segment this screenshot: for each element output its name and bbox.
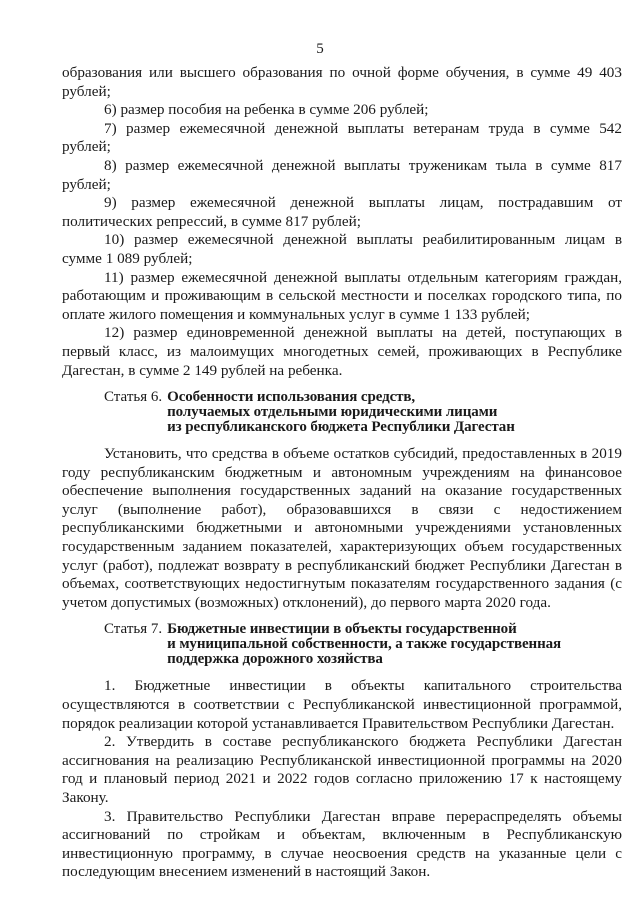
article-title	[167, 390, 515, 435]
article-label: Статья 6.	[104, 389, 163, 406]
article-6-heading	[62, 390, 622, 435]
list-item: 7) размер ежемесячной денежной выплаты ветеранам труда в сумме 542 рублей;	[62, 119, 622, 156]
article-title	[167, 622, 561, 667]
list-item: 12) размер единовременной денежной выплаты на детей, поступающих в первый класс, из малоимущих многодетных семей, проживающих в Республике Дагестан, в сумме 2 149 рублей на ребенка.	[62, 324, 622, 379]
article-title-line: получаемых отдельными юридическими лицами	[167, 404, 498, 421]
article-title-line: поддержка дорожного хозяйства	[167, 651, 383, 668]
article-7-paragraph: 3. Правительство Республики Дагестан вправе перераспределять объемы ассигнований по стройкам и объектам, включенным в Республиканскую инвестиционную программу, в случае неосвоения средств на указанные цели с последующим внесением изменений в настоящий Закон.	[62, 807, 622, 881]
article-7-paragraph: 2. Утвердить в составе республиканского бюджета Республики Дагестан ассигнования на реализацию Республиканской инвестиционной программы на 2020 год и плановый период 2021 и 2022 годов согласно приложению 17 к настоящему Закону.	[62, 733, 622, 806]
article-7-paragraph: 1. Бюджетные инвестиции в объекты капитального строительства осуществляются в соответствии с Республиканской инвестиционной программой, порядок реализации которой устанавливается Правительством Республики Дагестан.	[62, 677, 622, 732]
page-number: 5	[316, 41, 324, 57]
list-item: 11) размер ежемесячной денежной выплаты отдельным категориям граждан, работающим и проживающим в сельской местности и поселках городского типа, по оплате жилого помещения и коммунальных услуг в сумме 1 133 рублей;	[62, 268, 622, 323]
list-item: 6) размер пособия на ребенка в сумме 206 рублей;	[104, 101, 429, 119]
article-title-line: Особенности использования средств,	[167, 389, 416, 406]
document-body	[62, 64, 622, 882]
paragraph-continuation: образования или высшего образования по очной форме обучения, в сумме 49 403 рублей;	[62, 64, 622, 100]
list-item: 10) размер ежемесячной денежной выплаты реабилитированным лицам в сумме 1 089 рублей;	[62, 231, 622, 267]
article-7-heading	[62, 622, 622, 667]
list-item: 9) размер ежемесячной денежной выплаты лицам, пострадавшим от политических репрессий, в сумме 817 рублей;	[62, 194, 622, 230]
article-title-line: и муниципальной собственности, а также государственная	[167, 636, 562, 653]
article-title-line: из республиканского бюджета Республики Дагестан	[167, 419, 515, 436]
article-6-paragraph: Установить, что средства в объеме остатков субсидий, предоставленных в 2019 году республиканским бюджетным и автономным учреждениям на финансовое обеспечение выполнения государственных заданий на оказание государственных услуг (выполнение работ), образовавшихся в связи с недостижением республиканскими бюджетными и автономными учреждениями установленных государственным заданием показателей, характеризующих объем государственных услуг (работ), подлежат возврату в республиканский бюджет Республики Дагестан в объемах, соответствующих недостигнутым показателям государственного задания (с учетом допустимых (возможных) отклонений), до первого марта 2020 года.	[62, 445, 622, 611]
article-label: Статья 7.	[104, 621, 163, 638]
article-title-line: Бюджетные инвестиции в объекты государственной	[167, 621, 517, 638]
list-item: 8) размер ежемесячной денежной выплаты труженикам тыла в сумме 817 рублей;	[62, 156, 622, 193]
